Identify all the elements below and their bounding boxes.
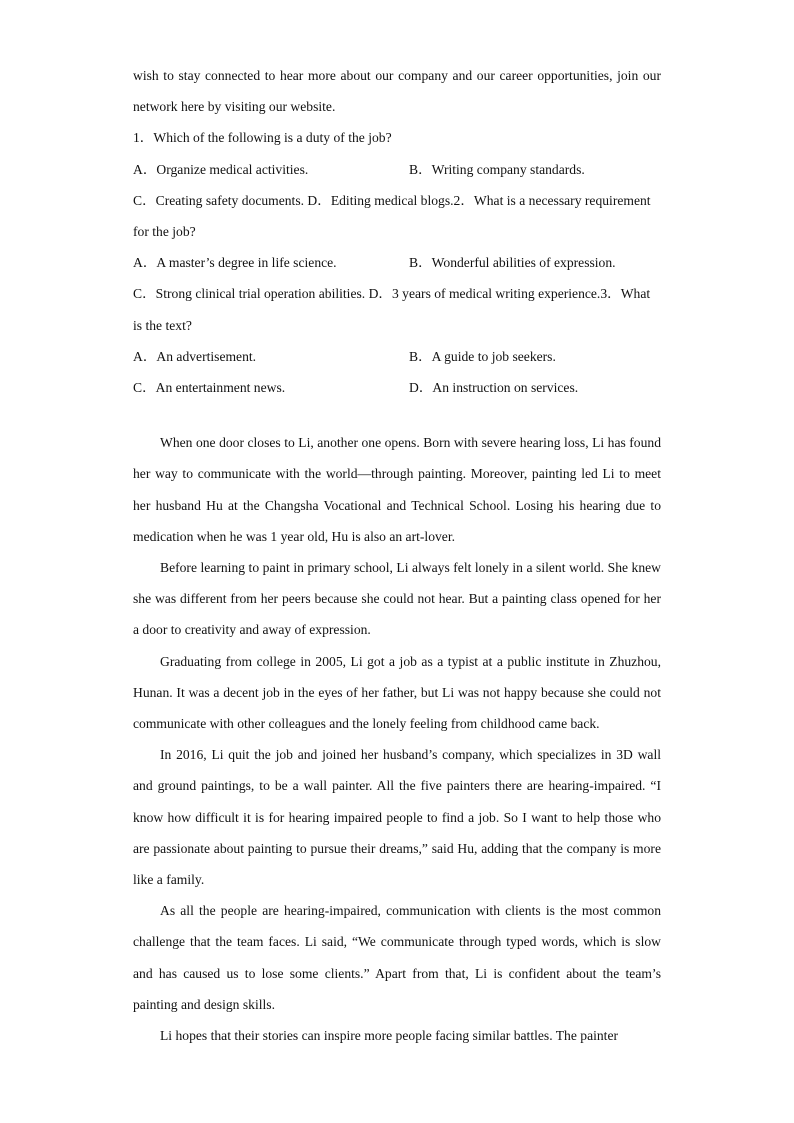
section-gap bbox=[133, 403, 661, 427]
question-3-option-d: D．An instruction on services. bbox=[409, 379, 579, 395]
passage-paragraph: Li hopes that their stories can inspire more people facing similar battles. The painter bbox=[160, 1028, 619, 1044]
question-3-options-ab bbox=[133, 341, 661, 372]
passage-paragraph: Graduating from college in 2005, Li got a job as a typist at a public institute in Zhuzhou, Hunan. It was a decent job in the eyes of her father, but Li was not happy because she could not communicate with other colleagues and the lonely feeling from childhood came back. bbox=[133, 653, 661, 731]
question-1-options-cd-and-question-2-stem: C．Creating safety documents. D．Editing medical blogs.2．What is a necessary requirement for the job? bbox=[133, 192, 651, 239]
question-1-option-b: B．Writing company standards. bbox=[409, 161, 585, 177]
question-2-option-a: A．A master’s degree in life science. bbox=[133, 255, 337, 271]
question-3-option-a: A．An advertisement. bbox=[133, 348, 257, 364]
question-1-options-ab bbox=[133, 154, 661, 185]
passage-paragraph: As all the people are hearing-impaired, communication with clients is the most common challenge that the team faces. Li said, “We communicate through typed words, which is slow and has caused us to lose some clients.” Apart from that, Li is confident about the team’s painting and design skills. bbox=[133, 903, 661, 1012]
passage-paragraph: Before learning to paint in primary school, Li always felt lonely in a silent world. She knew she was different from her peers because she could not hear. But a painting class opened for her a door to creativity and away of expression. bbox=[133, 559, 661, 638]
question-1-stem: 1．Which of the following is a duty of the job? bbox=[133, 130, 392, 146]
document-content bbox=[133, 60, 661, 1051]
question-3-option-c: C．An entertainment news. bbox=[133, 379, 286, 395]
question-2-option-b: B．Wonderful abilities of expression. bbox=[409, 255, 616, 271]
question-1-option-a: A．Organize medical activities. bbox=[133, 161, 309, 177]
question-3-option-b: B．A guide to job seekers. bbox=[409, 348, 556, 364]
intro-paragraph: wish to stay connected to hear more about our company and our career opportunities, join our network here by visiting our website. bbox=[133, 68, 661, 115]
passage-paragraph: When one door closes to Li, another one opens. Born with severe hearing loss, Li has found her way to communicate with the world—through painting. Moreover, painting led Li to meet her husband Hu at the Changsha Vocational and Technical School. Losing his hearing due to medication when he was 1 year old, Hu is also an art-lover. bbox=[133, 435, 661, 544]
question-2-options-ab bbox=[133, 247, 661, 278]
question-3-options-cd bbox=[133, 372, 661, 403]
passage-paragraph: In 2016, Li quit the job and joined her husband’s company, which specializes in 3D wall and ground paintings, to be a wall painter. All the five painters there are hearing-impaired. “I know how difficult it is for hearing impaired people to find a job. So I want to help those who are passionate about painting to pursue their dreams,” said Hu, adding that the company is more like a family. bbox=[133, 747, 661, 888]
question-2-options-cd-and-question-3-stem: C．Strong clinical trial operation abilities. D．3 years of medical writing experience.3．What is the text? bbox=[133, 286, 651, 333]
